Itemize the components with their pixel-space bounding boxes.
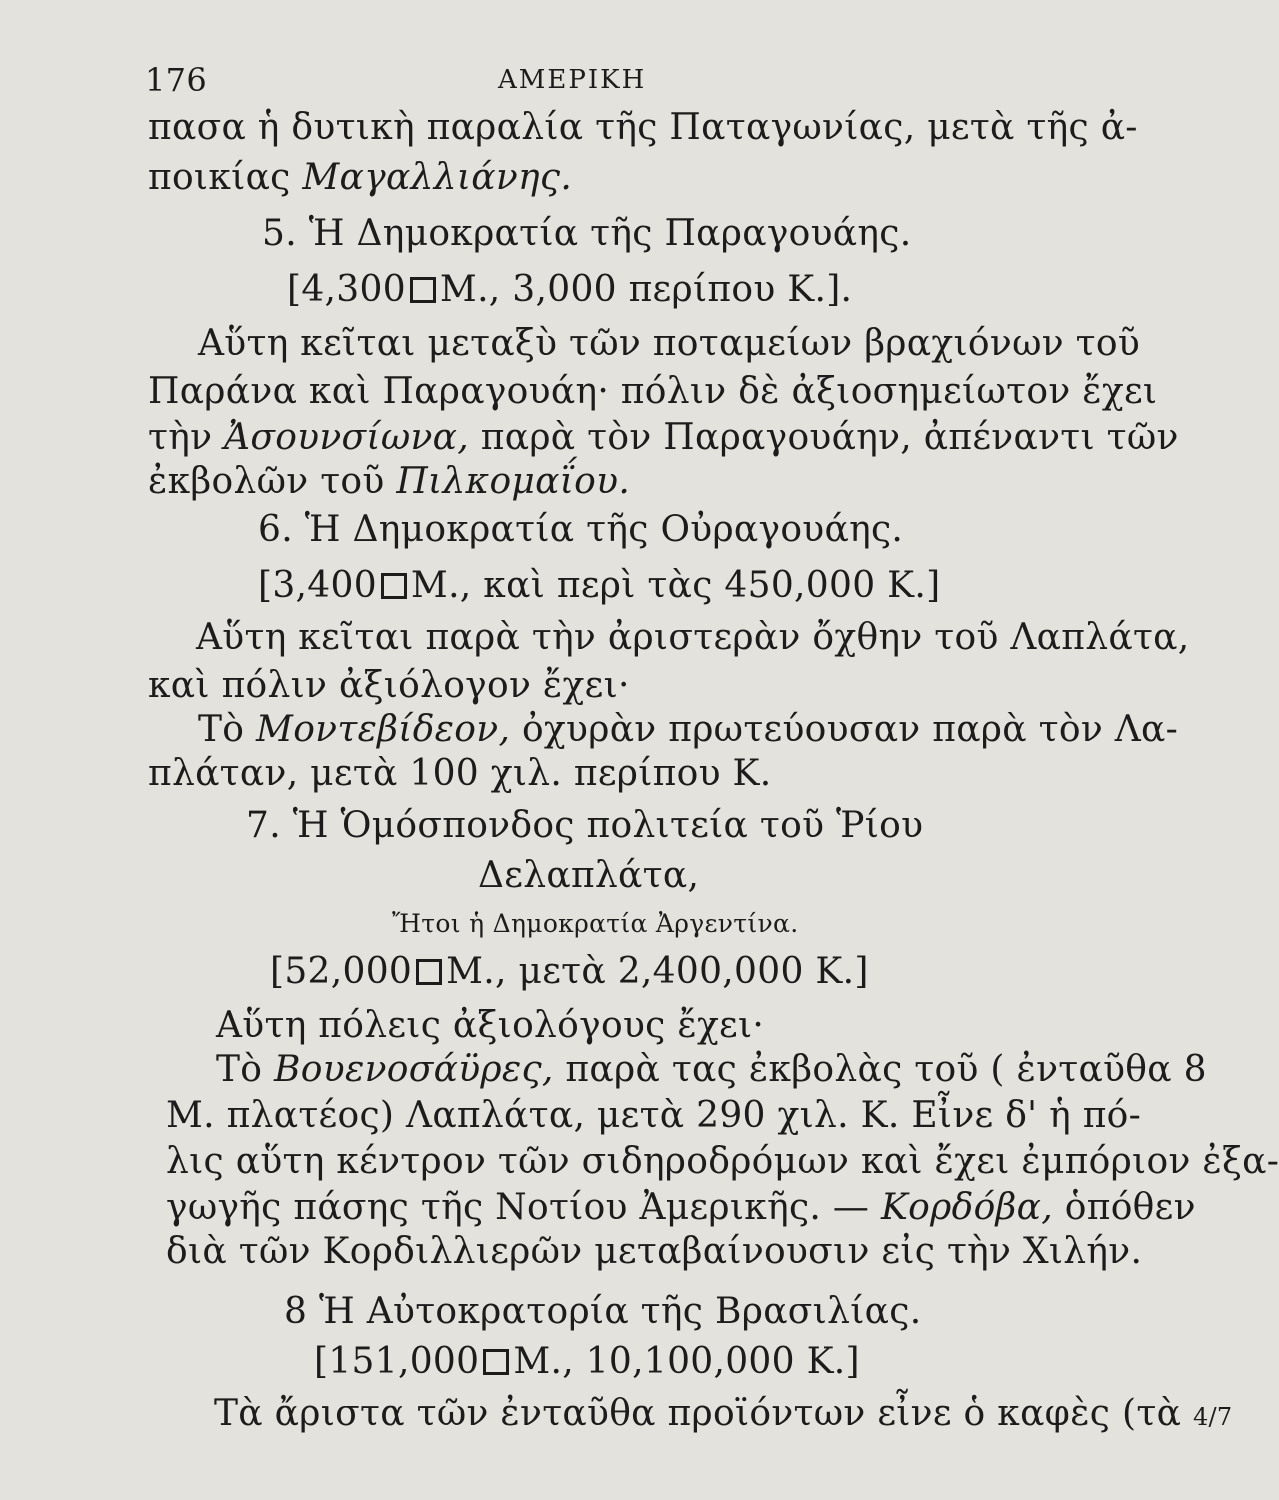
section-heading: 5. Ἡ Δημοκρατία τῆς Παραγουάης. (262, 213, 912, 254)
text-span: Τὸ (198, 709, 257, 750)
text-span: γωγῆς πάσης τῆς Νοτίου Ἀμερικῆς. — (166, 1187, 881, 1228)
place-name: Ἀσουνσίωνα, (224, 417, 470, 458)
text-line: Παράνα καὶ Παραγουάη· πόλιν δὲ ἀξιοσημείωτον ἔχει (148, 371, 1158, 412)
page-number: 176 (145, 61, 207, 99)
place-name: Πιλκομαΐου. (396, 461, 631, 502)
area-value: [52,000 (270, 951, 413, 992)
area-value: [4,300 (287, 269, 406, 310)
place-name: Μοντεβίδεον, (256, 709, 511, 750)
text-line: Αὕτη κεῖται παρὰ τὴν ἀριστερὰν ὄχθην τοῦ Λαπλάτα, (196, 617, 1190, 658)
text-span: ποικίας (148, 157, 303, 198)
text-line (214, 1392, 1232, 1439)
text-line: λις αὕτη κέντρον τῶν σιδηροδρόμων καὶ ἔχει ἐμπόριον ἐξα- (166, 1141, 1279, 1182)
text-span: ὀχυρὰν πρωτεύουσαν παρὰ τὸν Λα- (510, 709, 1179, 750)
text-span: παρὰ τὸν Παραγουάην, ἀπέναντι τῶν (469, 417, 1179, 458)
text-span: παρὰ τας ἐκβολὰς τοῦ ( ἐνταῦθα 8 (553, 1049, 1207, 1090)
text-line: Αὕτη πόλεις ἀξιολόγους ἔχει· (216, 1005, 765, 1046)
section-heading-continued: Δελαπλάτα, (478, 855, 700, 896)
fraction: 4/7 (1192, 1403, 1233, 1431)
subheading: Ἤτοι ἡ Δημοκρατία Ἀργεντίνα. (392, 909, 799, 938)
text-span: Τὸ (216, 1049, 275, 1090)
area-value: [3,400 (258, 565, 377, 606)
place-name: Μαγαλλιάνης. (302, 157, 573, 198)
text-line (148, 156, 572, 200)
text-line (148, 460, 630, 504)
section-heading: 6. Ἡ Δημοκρατία τῆς Οὐραγουάης. (258, 509, 904, 550)
stats-line (258, 564, 940, 608)
text-line (198, 708, 1178, 752)
section-heading: 8 Ἡ Αὐτοκρατορία τῆς Βρασιλίας. (284, 1291, 922, 1332)
stats-value: Μ., καὶ περὶ τὰς 450,000 Κ.] (410, 565, 941, 606)
text-span: ἐκβολῶν τοῦ (148, 461, 397, 502)
text-line: διὰ τῶν Κορδιλλιερῶν μεταβαίνουσιν εἰς τὴν Χιλήν. (166, 1231, 1143, 1272)
text-line: πλάταν, μετὰ 100 χιλ. περίπου Κ. (148, 753, 772, 794)
text-line (166, 1186, 1196, 1230)
text-span: τὴν (148, 417, 225, 458)
square-symbol-icon (410, 277, 436, 303)
stats-value: Μ., 10,100,000 Κ.] (513, 1341, 860, 1382)
running-head: ΑΜΕΡΙΚΗ (498, 65, 647, 95)
area-value: [151,000 (314, 1341, 480, 1382)
text-line: Αὕτη κεῖται μεταξὺ τῶν ποταμείων βραχιόνων τοῦ (198, 323, 1141, 364)
square-symbol-icon (381, 573, 407, 599)
square-symbol-icon (416, 959, 442, 985)
text-span: Τὰ ἄριστα τῶν ἐνταῦθα προϊόντων εἶνε ὁ καφὲς (τὰ (214, 1393, 1193, 1434)
stats-value: Μ., 3,000 περίπου Κ.]. (439, 269, 853, 310)
stats-line (314, 1340, 860, 1384)
text-line: Μ. πλατέος) Λαπλάτα, μετὰ 290 χιλ. Κ. Εἶνε δ' ἡ πό- (166, 1095, 1142, 1136)
place-name: Κορδόβα, (880, 1187, 1054, 1228)
stats-line (287, 268, 852, 312)
text-line (216, 1048, 1207, 1092)
text-line (148, 416, 1179, 460)
text-line: καὶ πόλιν ἀξιόλογον ἔχει· (148, 665, 630, 706)
stats-value: Μ., μετὰ 2,400,000 Κ.] (446, 951, 869, 992)
square-symbol-icon (483, 1349, 509, 1375)
stats-line (270, 950, 869, 994)
text-span: ὁπόθεν (1053, 1187, 1196, 1228)
section-heading: 7. Ἡ Ὁμόσπονδος πολιτεία τοῦ Ῥίου (246, 805, 924, 846)
place-name: Βουενοσάϋρες, (274, 1049, 554, 1090)
text-line: πασα ἡ δυτικὴ παραλία τῆς Παταγωνίας, μετὰ τῆς ἀ- (148, 107, 1138, 148)
